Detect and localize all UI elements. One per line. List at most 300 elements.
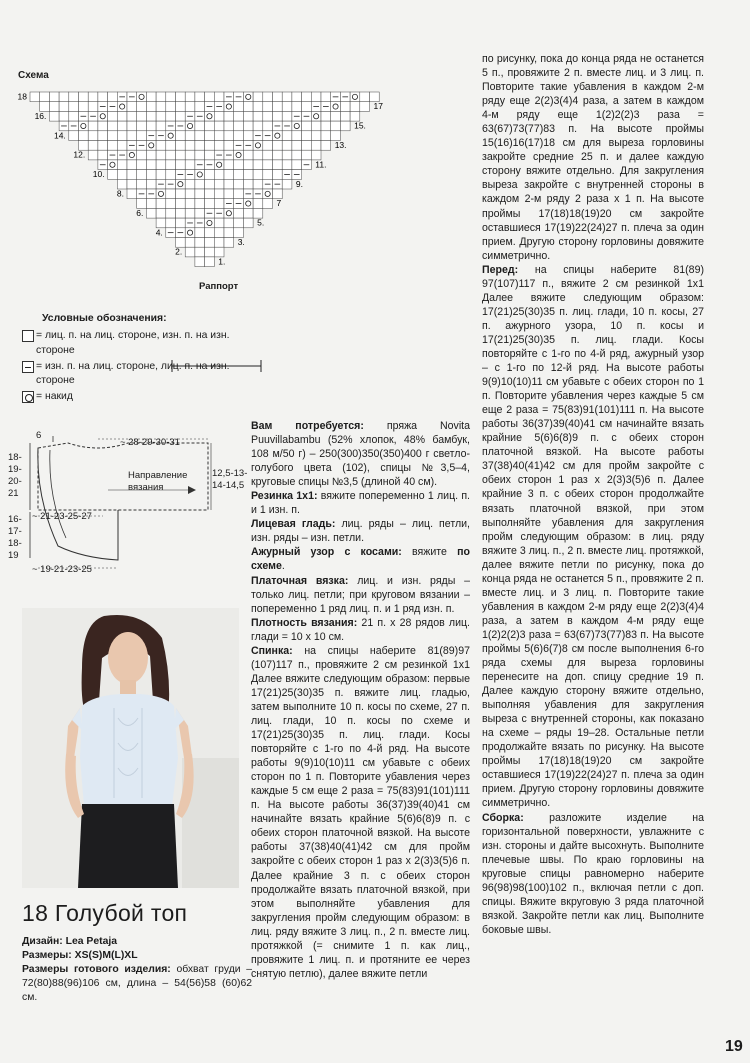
chart-cell xyxy=(176,189,186,199)
chart-cell xyxy=(98,92,108,102)
gauge-text: 21 п. x 28 рядов лиц. глади = 10 x 10 см. xyxy=(251,616,470,643)
chart-cell xyxy=(88,92,98,102)
chart-cell xyxy=(127,121,137,131)
chart-cell xyxy=(214,160,224,170)
chart-cell xyxy=(224,170,234,180)
lb-0: 16- xyxy=(8,514,22,525)
chart-cell xyxy=(243,121,253,131)
chart-cell xyxy=(137,150,147,160)
chart-cell xyxy=(146,121,156,131)
chart-cell xyxy=(214,238,224,248)
row-number-right: 15. xyxy=(354,120,366,131)
chart-cell xyxy=(146,141,156,151)
chart-cell xyxy=(214,199,224,209)
gauge-label: Плотность вязания: xyxy=(251,616,358,629)
row-number-left: 2. xyxy=(175,246,183,257)
chart-cell xyxy=(253,111,263,121)
chart-cell xyxy=(214,179,224,189)
knit-symbol-icon xyxy=(22,330,34,342)
chart-cell xyxy=(263,102,273,112)
chart-cell xyxy=(205,111,215,121)
chart-cell xyxy=(253,102,263,112)
chart-cell xyxy=(185,247,195,257)
rib-label: Резинка 1x1: xyxy=(251,490,318,503)
chart-cell xyxy=(331,102,341,112)
chart-cell xyxy=(156,150,166,160)
front-text: на спицы наберите 81(89) 97(107)117 п., вяжите 2 см резинкой 1x1 Далее вяжите следующим образом: 17(21)25(30)35 п. лиц. глади, 10 п. косы, 27 п. ажурного узора, 10 п. косы и 17(21)25(30)35 п. лиц. глади. Косы повторяйте с 1-го по 4-й ряд, ажурный узор – с 1-го по 12-й ряд. На высоте работы 9(9)10(10)11 см убавьте с обеих сторон по 1 п. Повторите убавления через каждые 5 см еще 2 раза = 75(83)91(101)111 п. На высоте работы 36(37)39(40)41 см начинайте вязать крайние 5(6)6(8)9 п. с обеих сторон платочной вязкой. На высоте работы 37(38)40(41)42 см для пройм закройте с обеих сторон 1 раз x 2(3)3(5)6 п. Далее крайние 3 п. с обеих сторон продолжайте вязать платочной вязкой, при этом выполняйте убавления для закругления пройм следующим образом: в лиц. ряду вяжите 3 лиц. п., 2 п. вместе лиц. протяжкой, далее вяжите петли по рисунку, пока до конца ряда не останется 5 п., провяжите 2 п. вместе лиц. и 3 лиц. п. Повторите такие убавления в каждом 2-м ряду еще 2(2)3(4)4 раза, а затем в каждом 4-м ряду еще 1(2)2(2)3 раза = 63(67)73(77)83 п. На высоте проймы 5(6)6(7)8 см после выполнения 6-го ряда схемы для выреза горловины перенесите на доп. спицу средние 19 п. Далее каждую сторону вяжите отдельно, выполняя убавления для закругления выреза с внутренней стороны, как показано на схеме – ряды 19–28. Остальные петли продолжайте вязать по рисунку. На высоте проймы 17(18)18(19)20 см закройте оставшиеся 17(19)22(24)27 п. плеча за один прием. Другую сторону горловины довяжите симметрично. xyxy=(482,263,704,810)
chart-cell xyxy=(166,150,176,160)
legend xyxy=(22,312,237,405)
diagram-top-left: 6 xyxy=(36,430,42,441)
chart-cell xyxy=(205,247,215,257)
chart-cell xyxy=(282,92,292,102)
chart-cell xyxy=(127,150,137,160)
finished-value: обхват груди – 72(80)88(96)106 см, длина – 54(56)58 (60)62 см. xyxy=(22,964,253,1003)
chart-cell xyxy=(205,238,215,248)
chart-cell xyxy=(243,179,253,189)
cable-text-bold: по схеме xyxy=(251,546,470,573)
chart-cell xyxy=(156,199,166,209)
chart-cell xyxy=(321,121,331,131)
chart-cell xyxy=(205,218,215,228)
design-label: Дизайн: xyxy=(22,936,63,947)
chart-cell xyxy=(282,141,292,151)
chart-cell xyxy=(88,121,98,131)
title-block xyxy=(22,900,252,1005)
diagram-top-right: ~ 28-29-30-31 xyxy=(120,437,180,448)
chart-cell xyxy=(176,160,186,170)
chart-cell xyxy=(117,121,127,131)
chart-cell xyxy=(340,102,350,112)
chart-cell xyxy=(127,102,137,112)
chart-cell xyxy=(176,179,186,189)
rs-0: 12,5-13- xyxy=(212,468,248,479)
chart-cell xyxy=(253,92,263,102)
chart-cell xyxy=(321,111,331,121)
chart-cell xyxy=(243,160,253,170)
chart-cell xyxy=(282,179,292,189)
chart-cell xyxy=(176,111,186,121)
chart-cell xyxy=(185,92,195,102)
chart-cell xyxy=(214,141,224,151)
chart-cell xyxy=(224,179,234,189)
knitting-chart xyxy=(16,82,383,297)
repeat-label: Раппорт xyxy=(196,281,241,292)
chart-cell xyxy=(88,131,98,141)
chart-cell xyxy=(185,160,195,170)
column-materials: Вам потребуется: пряжа Novita Puuvillabambu (52% хлопок, 48% бамбук, 108 м/50 г) – 250(300)350(350)400 г светло-голубого цвета (102), спицы №3,5–4, круговые спицы №3,5 (длиной 40 см). Резинка 1x1: вяжите попеременно 1 лиц. п. и 1 изн. п. Лицевая гладь: лиц. ряды – лиц. петли, изн. ряды – изн. петли. Ажурный узор с косами: вяжите по схеме. Платочная вязка: лиц. и изн. ряды – только лиц. петли; при круговом вязании – попеременно 1 ряд лиц. п. и 1 ряд изн. п. Плотность вязания: 21 п. x 28 рядов лиц. глади = 10 x 10 см. Спинка: на спицы наберите 81(89)97 (107)117 п., провяжите 2 см резинкой 1x1 Далее вяжите следующим образом: первые 17(21)25(30)35 п. вяжите лиц. гладью, затем выполните 10 п. косы по схеме, 27 п. лиц. глади, 10 п. косы по схеме и 17(21)25(30)35 п. лиц. глади. Косы повторяйте с 1-го по 4-й ряд. На высоте работы 9(9)10(10)11 см убавьте с обеих сторон по 1 п. Повторите убавления через каждые 5 см еще 2 раза = 75(83)91(101)111 п. На высоте работы 36(37)39(40)41 см начинайте вязать крайние 5(6)6(8)9 п. с обеих сторон платочной вязкой. На высоте работы 37(38)40(41)42 см для пройм закройте с обеих сторон 1 раз x 2(3)3(5)6 п. Далее крайние 3 п. с обеих сторон продолжайте вязать платочной вязкой, при этом выполняйте убавления для закругления пройм следующим образом: в лиц. ряду вяжите 3 лиц. п., 2 п. вместе лиц. протяжкой (= снимите 1 п. как лиц., провяжите 1 лиц. п. и протяните ее через снятую петлю), далее вяжите петли xyxy=(251,420,471,980)
chart-cell xyxy=(185,208,195,218)
chart-cell xyxy=(224,111,234,121)
chart-cell xyxy=(108,160,118,170)
chart-cell xyxy=(292,141,302,151)
chart-cell xyxy=(137,131,147,141)
chart-cell xyxy=(302,102,312,112)
chart-cell xyxy=(98,121,108,131)
chart-cell xyxy=(195,131,205,141)
chart-grid xyxy=(30,92,379,267)
chart-cell xyxy=(185,131,195,141)
chart-cell xyxy=(205,170,215,180)
chart-cell xyxy=(273,141,283,151)
chart-cell xyxy=(331,121,341,131)
chart-cell xyxy=(214,228,224,238)
chart-cell xyxy=(108,170,118,180)
chart-cell xyxy=(331,111,341,121)
lt-3: 21 xyxy=(8,488,19,499)
diagram-bottom: ~ 19-21-23-25 xyxy=(32,564,92,575)
chart-cell xyxy=(205,121,215,131)
chart-cell xyxy=(88,102,98,112)
chart-cell xyxy=(273,102,283,112)
rib-text: вяжите попеременно 1 лиц. п. и 1 изн. п. xyxy=(251,490,470,517)
chart-cell xyxy=(156,141,166,151)
chart-cell xyxy=(69,131,79,141)
chart-cell xyxy=(79,131,89,141)
chart-cell xyxy=(108,92,118,102)
chart-cell xyxy=(117,160,127,170)
chart-cell xyxy=(263,121,273,131)
chart-cell xyxy=(282,160,292,170)
chart-cell xyxy=(234,121,244,131)
chart-cell xyxy=(117,131,127,141)
legend-text-yo: = накид xyxy=(36,391,73,403)
chart-cell xyxy=(195,150,205,160)
legend-text-knit: = лиц. п. на лиц. стороне, изн. п. на изн. стороне xyxy=(36,330,230,356)
chart-cell xyxy=(69,92,79,102)
chart-cell xyxy=(234,150,244,160)
chart-cell xyxy=(146,92,156,102)
row-number-right: 13. xyxy=(334,140,347,150)
row-number-right: 7 xyxy=(276,198,282,209)
chart-cell xyxy=(156,170,166,180)
chart-cell xyxy=(243,102,253,112)
chart-cell xyxy=(195,121,205,131)
chart-cell xyxy=(253,199,263,209)
chart-cell xyxy=(263,111,273,121)
chart-cell xyxy=(214,131,224,141)
title-number: 18 xyxy=(22,900,49,926)
chart-cell xyxy=(234,218,244,228)
chart-cell xyxy=(88,150,98,160)
chart-cell xyxy=(195,102,205,112)
cable-label: Ажурный узор с косами: xyxy=(251,546,402,559)
chart-cell xyxy=(98,111,108,121)
chart-cell xyxy=(263,199,273,209)
chart-cell xyxy=(282,131,292,141)
column-instructions xyxy=(482,52,704,937)
chart-cell xyxy=(176,131,186,141)
chart-cell xyxy=(224,238,234,248)
row-number-left: 18 xyxy=(17,91,27,102)
pattern-diagram xyxy=(8,428,248,578)
chart-cell xyxy=(185,189,195,199)
legend-item-knit xyxy=(22,329,237,358)
chart-cell xyxy=(166,111,176,121)
chart-cell xyxy=(108,141,118,151)
lt-1: 19- xyxy=(8,464,22,475)
legend-item-yo xyxy=(22,390,237,404)
stst-text: лиц. ряды – лиц. петли, изн. ряды – изн. петли. xyxy=(251,518,470,545)
chart-cell xyxy=(282,102,292,112)
row-number-left: 14. xyxy=(53,130,66,141)
chart-cell xyxy=(224,160,234,170)
chart-cell xyxy=(137,121,147,131)
chart-cell xyxy=(224,228,234,238)
chart-cell xyxy=(137,160,147,170)
chart-cell xyxy=(117,141,127,151)
chart-cell xyxy=(311,92,321,102)
chart-cell xyxy=(214,189,224,199)
chart-cell xyxy=(137,170,147,180)
chart-cell xyxy=(195,208,205,218)
chart-cell xyxy=(185,238,195,248)
chart-cell xyxy=(205,141,215,151)
chart-cell xyxy=(205,131,215,141)
chart-cell xyxy=(176,199,186,209)
chart-cell xyxy=(263,141,273,151)
chart-cell xyxy=(137,111,147,121)
chart-cell xyxy=(302,92,312,102)
chart-cell xyxy=(360,92,370,102)
needs-label: Вам потребуется: xyxy=(251,420,364,432)
needs-text: пряжа Novita Puuvillabambu (52% хлопок, 48% бамбук, 108 м/50 г) – 250(300)350(350)400 г светло-голубого цвета (102), спицы №3,5–4, круговые спицы №3,5 (длиной 40 см). xyxy=(251,420,471,489)
chart-cell xyxy=(117,111,127,121)
chart-cell xyxy=(243,150,253,160)
chart-cell xyxy=(273,111,283,121)
chart-cell xyxy=(243,111,253,121)
chart-cell xyxy=(79,92,89,102)
chart-cell xyxy=(156,121,166,131)
chart-cell xyxy=(224,131,234,141)
chart-cell xyxy=(79,121,89,131)
chart-cell xyxy=(176,218,186,228)
chart-cell xyxy=(195,179,205,189)
chart-cell xyxy=(273,170,283,180)
legend-item-purl xyxy=(22,360,237,389)
chart-cell xyxy=(146,208,156,218)
chart-cell xyxy=(98,131,108,141)
chart-cell xyxy=(340,121,350,131)
chart-cell xyxy=(137,179,147,189)
model-photo xyxy=(22,608,239,888)
chart-cell xyxy=(127,179,137,189)
lt-0: 18- xyxy=(8,452,22,463)
chart-cell xyxy=(69,111,79,121)
chart-cell xyxy=(214,218,224,228)
chart-cell xyxy=(185,150,195,160)
chart-cell xyxy=(30,92,40,102)
chart-cell xyxy=(156,111,166,121)
chart-cell xyxy=(185,102,195,112)
chart-cell xyxy=(49,92,59,102)
chart-cell xyxy=(205,189,215,199)
row-number-right: 11. xyxy=(315,159,327,170)
chart-cell xyxy=(108,121,118,131)
chart-cell xyxy=(273,92,283,102)
meta xyxy=(22,935,252,1005)
lb-1: 17- xyxy=(8,526,22,537)
chart-cell xyxy=(195,92,205,102)
row-number-left: 10. xyxy=(92,169,105,180)
chart-cell xyxy=(205,257,215,267)
chart-cell xyxy=(146,179,156,189)
chart-cell xyxy=(156,102,166,112)
chart-cell xyxy=(146,170,156,180)
chart-cell xyxy=(176,208,186,218)
sizes-value: XS(S)M(L)XL xyxy=(74,950,138,961)
row-number-left: 6. xyxy=(136,207,144,218)
chart-cell xyxy=(185,179,195,189)
chart-cell xyxy=(156,92,166,102)
chart-cell xyxy=(195,189,205,199)
chart-cell xyxy=(156,160,166,170)
garter-text: лиц. и изн. ряды – только лиц. петли; при круговом вязании – попеременно 1 ряд лиц. п. и 1 ряд изн. п. xyxy=(251,574,470,615)
chart-cell xyxy=(243,92,253,102)
chart-cell xyxy=(224,121,234,131)
chart-cell xyxy=(195,228,205,238)
chart-cell xyxy=(176,141,186,151)
assembly-label: Сборка: xyxy=(482,811,524,824)
chart-cell xyxy=(40,92,50,102)
chart-cell xyxy=(311,111,321,121)
chart-cell xyxy=(214,170,224,180)
chart-cell xyxy=(224,218,234,228)
dir-1: вязания xyxy=(128,482,164,493)
diagram-mid-left: ~ 21-23-25-27 xyxy=(32,511,92,522)
chart-cell xyxy=(302,141,312,151)
chart-cell xyxy=(234,160,244,170)
chart-cell xyxy=(321,92,331,102)
chart-cell xyxy=(243,199,253,209)
chart-cell xyxy=(146,160,156,170)
chart-cell xyxy=(253,141,263,151)
chart-cell xyxy=(137,102,147,112)
chart-cell xyxy=(146,199,156,209)
diagram-left-top xyxy=(8,452,22,500)
legend-text-purl: = изн. п. на лиц. стороне, лиц. п. на изн. стороне xyxy=(36,360,230,387)
chart-cell xyxy=(166,131,176,141)
chart-cell xyxy=(234,131,244,141)
chart-cell xyxy=(253,170,263,180)
chart-cell xyxy=(234,208,244,218)
row-number-left: 4. xyxy=(155,227,163,238)
chart-cell xyxy=(214,92,224,102)
row-number-right: 9. xyxy=(295,178,303,189)
chart-cell xyxy=(321,131,331,141)
chart-cell xyxy=(185,121,195,131)
chart-cell xyxy=(59,102,69,112)
back-label: Спинка: xyxy=(251,644,293,657)
chart-cell xyxy=(117,170,127,180)
chart-cell xyxy=(59,92,69,102)
chart-cell xyxy=(127,189,137,199)
chart-cell xyxy=(108,131,118,141)
design-value: Lea Petaja xyxy=(65,936,118,947)
chart-cell xyxy=(185,199,195,209)
page-number: 19 xyxy=(725,1038,743,1055)
chart-cell xyxy=(146,150,156,160)
chart-cell xyxy=(195,257,205,267)
chart-cell xyxy=(234,111,244,121)
chart-cell xyxy=(243,208,253,218)
assembly-text: разложите изделие на горизонтальной поверхности, увлажните с изн. стороны и дайте высохнуть. Выполните плечевые швы. По краю горловины на круговые спицы равномерно наберите 96(98)98(100)102 п., включая петли с доп. спицы. Вяжите вкруговую 3 ряда платочной вязкой. Закройте петли как лиц. Выполните боковые швы. xyxy=(482,811,704,936)
yarn-over-symbol-icon xyxy=(22,391,34,403)
row-number-right: 17 xyxy=(373,101,383,112)
chart-cell xyxy=(166,218,176,228)
chart-cell xyxy=(195,238,205,248)
chart-cell xyxy=(234,170,244,180)
chart-cell xyxy=(302,131,312,141)
chart-cell xyxy=(176,150,186,160)
lb-3: 19 xyxy=(8,550,19,561)
diagram-left-bottom xyxy=(8,514,22,562)
chart-cell xyxy=(166,102,176,112)
chart-cell xyxy=(195,170,205,180)
chart-cell xyxy=(88,141,98,151)
sizes-label: Размеры: xyxy=(22,950,72,961)
chart-cell xyxy=(59,111,69,121)
chart-cell xyxy=(166,189,176,199)
chart-cell xyxy=(146,111,156,121)
chart-cell xyxy=(224,189,234,199)
schema-title: Схема xyxy=(18,70,49,81)
lb-2: 18- xyxy=(8,538,22,549)
chart-cell xyxy=(224,102,234,112)
chart-cell xyxy=(263,170,273,180)
back-text: на спицы наберите 81(89)97 (107)117 п., провяжите 2 см резинкой 1x1 Далее вяжите следующим образом: первые 17(21)25(30)35 п. вяжите лиц. гладью, затем выполните 10 п. косы по схеме, 27 п. лиц. глади, 10 п. косы по схеме и 17(21)25(30)35 п. лиц. глади. Косы повторяйте с 1-го по 4-й ряд. На высоте работы 9(9)10(10)11 см убавьте с обеих сторон по 1 п. Повторите убавления через каждые 5 см еще 2 раза = 75(83)91(101)111 п. На высоте работы 36(37)39(40)41 см начинайте вязать крайние 5(6)6(8)9 п. с обеих сторон платочной вязкой. На высоте работы 37(38)40(41)42 см для пройм закройте с обеих сторон 1 раз x 2(3)3(5)6 п. Далее крайние 3 п. с обеих сторон продолжайте вязать платочной вязкой, при этом выполняйте убавления для закругления пройм следующим образом: в лиц. ряду вяжите 3 лиц. п., 2 п. вместе лиц. протяжкой (= снимите 1 п. как лиц., провяжите 1 лиц. п. и протяните ее через снятую петлю), далее вяжите петли xyxy=(251,644,470,980)
direction-label xyxy=(128,470,187,494)
chart-cell xyxy=(350,102,360,112)
chart-cell xyxy=(166,92,176,102)
chart-cell xyxy=(127,170,137,180)
chart-cell xyxy=(127,131,137,141)
garter-label: Платочная вязка: xyxy=(251,574,349,587)
chart-cell xyxy=(214,121,224,131)
chart-cell xyxy=(234,179,244,189)
chart-cell xyxy=(166,170,176,180)
chart-cell xyxy=(302,121,312,131)
row-number-right: 1. xyxy=(218,256,226,267)
chart-cell xyxy=(273,131,283,141)
chart-cell xyxy=(205,199,215,209)
chart-cell xyxy=(253,150,263,160)
chart-cell xyxy=(98,141,108,151)
chart-cell xyxy=(273,160,283,170)
lt-2: 20- xyxy=(8,476,22,487)
chart-cell xyxy=(263,160,273,170)
chart-cell xyxy=(224,141,234,151)
chart-cell xyxy=(205,150,215,160)
chart-cell xyxy=(282,111,292,121)
finished-label: Размеры готового изделия: xyxy=(22,964,171,975)
chart-cell xyxy=(243,170,253,180)
chart-cell xyxy=(224,208,234,218)
chart-cell xyxy=(214,111,224,121)
chart-cell xyxy=(166,141,176,151)
chart-cell xyxy=(292,121,302,131)
chart-cell xyxy=(234,102,244,112)
chart-cell xyxy=(127,111,137,121)
chart-cell xyxy=(195,141,205,151)
chart-cell xyxy=(253,121,263,131)
purl-symbol-icon xyxy=(22,361,34,373)
dir-0: Направление xyxy=(128,470,188,481)
chart-cell xyxy=(253,179,263,189)
chart-cell xyxy=(253,160,263,170)
chart-cell xyxy=(156,189,166,199)
chart-cell xyxy=(292,92,302,102)
